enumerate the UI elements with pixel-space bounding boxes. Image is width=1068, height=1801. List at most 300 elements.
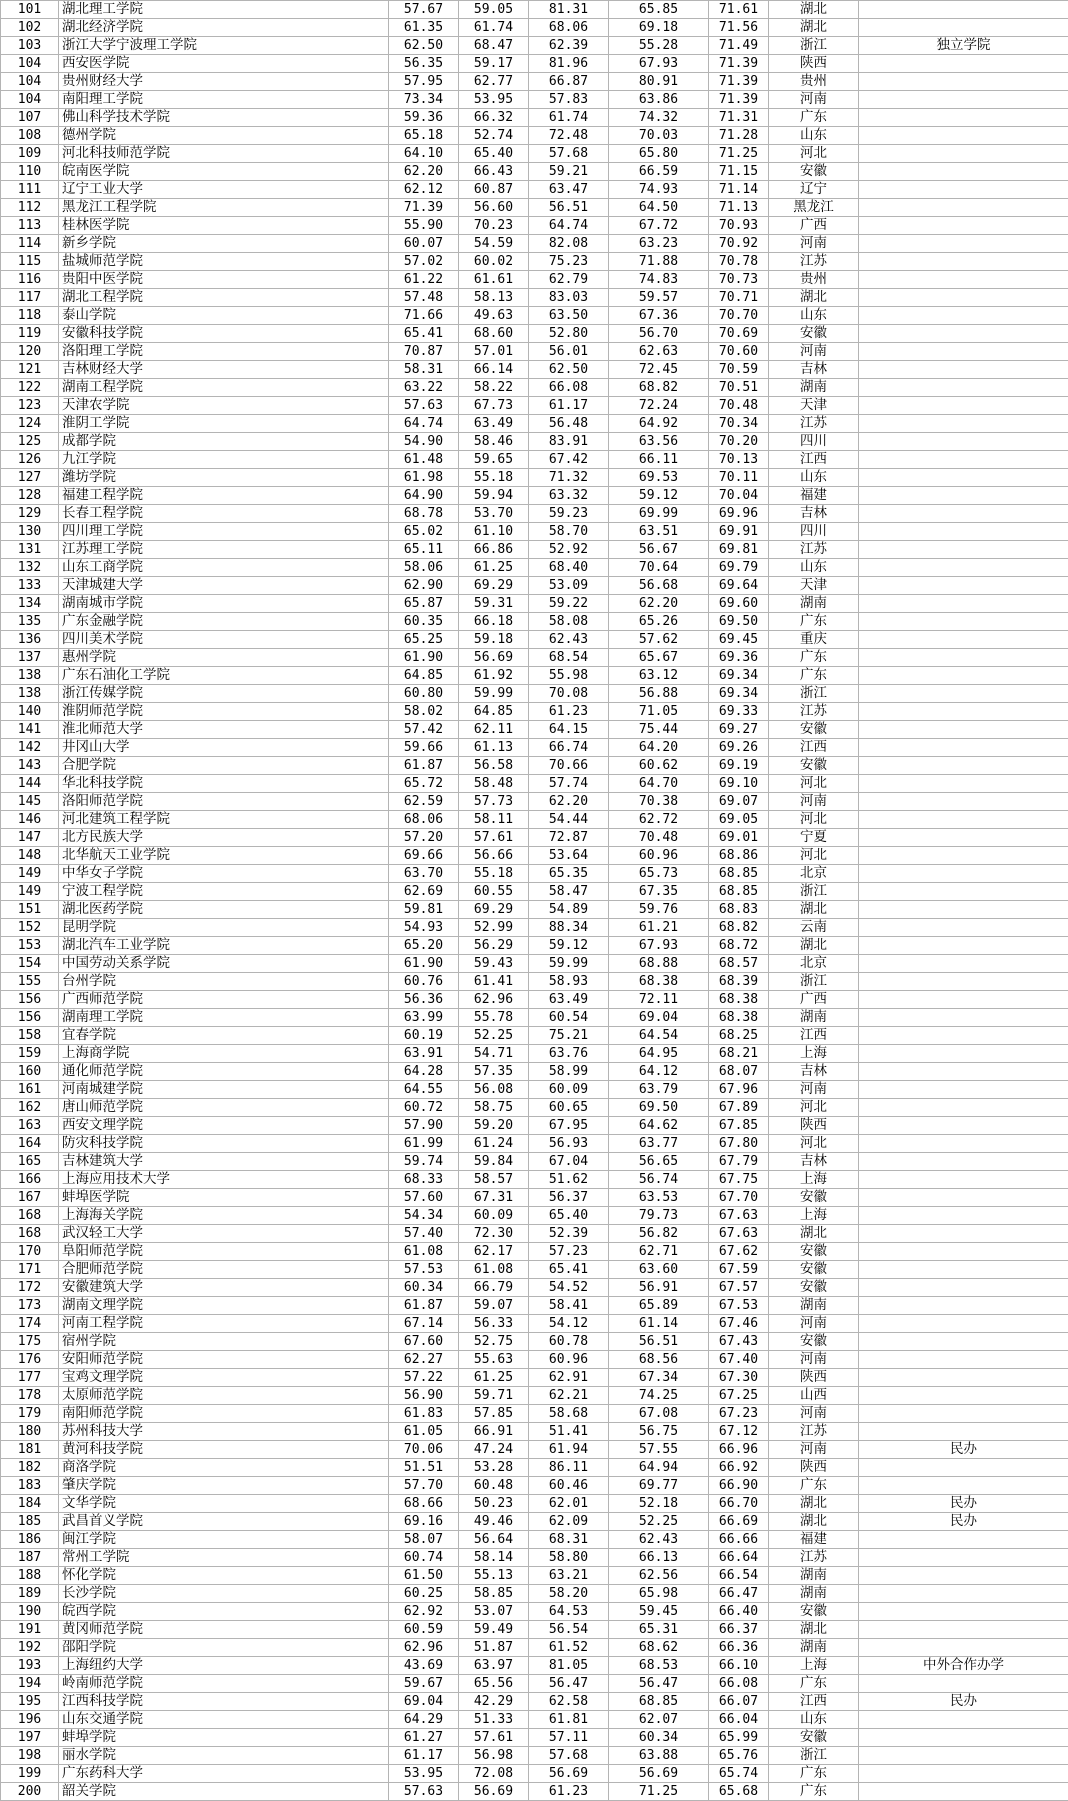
total-score-cell[interactable]: 66.70: [709, 1495, 769, 1513]
score-1-cell[interactable]: 63.70: [389, 865, 459, 883]
score-4-cell[interactable]: 52.25: [609, 1513, 709, 1531]
score-1-cell[interactable]: 71.39: [389, 199, 459, 217]
province-cell[interactable]: 湖北: [769, 1495, 859, 1513]
score-4-cell[interactable]: 71.05: [609, 703, 709, 721]
total-score-cell[interactable]: 71.39: [709, 91, 769, 109]
total-score-cell[interactable]: 65.99: [709, 1729, 769, 1747]
score-4-cell[interactable]: 72.24: [609, 397, 709, 415]
province-cell[interactable]: 湖北: [769, 901, 859, 919]
note-cell[interactable]: [859, 1783, 1068, 1801]
school-name-cell[interactable]: 湖北经济学院: [59, 19, 389, 37]
score-3-cell[interactable]: 71.32: [529, 469, 609, 487]
score-3-cell[interactable]: 56.51: [529, 199, 609, 217]
province-cell[interactable]: 江苏: [769, 703, 859, 721]
note-cell[interactable]: [859, 1387, 1068, 1405]
score-1-cell[interactable]: 62.12: [389, 181, 459, 199]
note-cell[interactable]: [859, 1099, 1068, 1117]
score-2-cell[interactable]: 57.85: [459, 1405, 529, 1423]
school-name-cell[interactable]: 广东石油化工学院: [59, 667, 389, 685]
rank-cell[interactable]: 146: [1, 811, 59, 829]
school-name-cell[interactable]: 上海纽约大学: [59, 1657, 389, 1675]
score-2-cell[interactable]: 59.07: [459, 1297, 529, 1315]
score-4-cell[interactable]: 71.88: [609, 253, 709, 271]
score-2-cell[interactable]: 57.01: [459, 343, 529, 361]
score-3-cell[interactable]: 72.48: [529, 127, 609, 145]
score-3-cell[interactable]: 81.31: [529, 1, 609, 19]
total-score-cell[interactable]: 69.96: [709, 505, 769, 523]
note-cell[interactable]: [859, 181, 1068, 199]
score-4-cell[interactable]: 68.82: [609, 379, 709, 397]
score-4-cell[interactable]: 65.67: [609, 649, 709, 667]
rank-cell[interactable]: 183: [1, 1477, 59, 1495]
school-name-cell[interactable]: 吉林建筑大学: [59, 1153, 389, 1171]
score-4-cell[interactable]: 63.79: [609, 1081, 709, 1099]
school-name-cell[interactable]: 洛阳理工学院: [59, 343, 389, 361]
school-name-cell[interactable]: 淮北师范大学: [59, 721, 389, 739]
rank-cell[interactable]: 114: [1, 235, 59, 253]
note-cell[interactable]: [859, 721, 1068, 739]
rank-cell[interactable]: 195: [1, 1693, 59, 1711]
score-3-cell[interactable]: 65.41: [529, 1261, 609, 1279]
school-name-cell[interactable]: 广西师范学院: [59, 991, 389, 1009]
note-cell[interactable]: [859, 1351, 1068, 1369]
rank-cell[interactable]: 107: [1, 109, 59, 127]
province-cell[interactable]: 河北: [769, 1135, 859, 1153]
total-score-cell[interactable]: 66.36: [709, 1639, 769, 1657]
score-1-cell[interactable]: 73.34: [389, 91, 459, 109]
rank-cell[interactable]: 170: [1, 1243, 59, 1261]
school-name-cell[interactable]: 湖南工程学院: [59, 379, 389, 397]
score-2-cell[interactable]: 61.25: [459, 559, 529, 577]
score-2-cell[interactable]: 58.85: [459, 1585, 529, 1603]
score-1-cell[interactable]: 60.76: [389, 973, 459, 991]
rank-cell[interactable]: 111: [1, 181, 59, 199]
score-1-cell[interactable]: 71.66: [389, 307, 459, 325]
province-cell[interactable]: 安徽: [769, 757, 859, 775]
rank-cell[interactable]: 132: [1, 559, 59, 577]
score-2-cell[interactable]: 67.31: [459, 1189, 529, 1207]
score-1-cell[interactable]: 59.74: [389, 1153, 459, 1171]
score-1-cell[interactable]: 62.69: [389, 883, 459, 901]
score-1-cell[interactable]: 65.41: [389, 325, 459, 343]
score-2-cell[interactable]: 68.60: [459, 325, 529, 343]
total-score-cell[interactable]: 68.57: [709, 955, 769, 973]
note-cell[interactable]: [859, 1, 1068, 19]
total-score-cell[interactable]: 66.40: [709, 1603, 769, 1621]
score-3-cell[interactable]: 67.95: [529, 1117, 609, 1135]
school-name-cell[interactable]: 辽宁工业大学: [59, 181, 389, 199]
school-name-cell[interactable]: 上海海关学院: [59, 1207, 389, 1225]
score-4-cell[interactable]: 74.83: [609, 271, 709, 289]
rank-cell[interactable]: 173: [1, 1297, 59, 1315]
rank-cell[interactable]: 158: [1, 1027, 59, 1045]
total-score-cell[interactable]: 67.43: [709, 1333, 769, 1351]
score-1-cell[interactable]: 60.74: [389, 1549, 459, 1567]
school-name-cell[interactable]: 苏州科技大学: [59, 1423, 389, 1441]
province-cell[interactable]: 上海: [769, 1207, 859, 1225]
total-score-cell[interactable]: 70.48: [709, 397, 769, 415]
score-1-cell[interactable]: 56.36: [389, 991, 459, 1009]
note-cell[interactable]: [859, 1171, 1068, 1189]
province-cell[interactable]: 江西: [769, 1693, 859, 1711]
province-cell[interactable]: 河南: [769, 235, 859, 253]
score-3-cell[interactable]: 58.93: [529, 973, 609, 991]
score-1-cell[interactable]: 65.02: [389, 523, 459, 541]
score-2-cell[interactable]: 69.29: [459, 901, 529, 919]
score-2-cell[interactable]: 60.55: [459, 883, 529, 901]
score-4-cell[interactable]: 64.54: [609, 1027, 709, 1045]
rank-cell[interactable]: 156: [1, 1009, 59, 1027]
rank-cell[interactable]: 155: [1, 973, 59, 991]
score-3-cell[interactable]: 81.05: [529, 1657, 609, 1675]
score-4-cell[interactable]: 70.38: [609, 793, 709, 811]
rank-cell[interactable]: 142: [1, 739, 59, 757]
score-2-cell[interactable]: 53.70: [459, 505, 529, 523]
province-cell[interactable]: 安徽: [769, 721, 859, 739]
note-cell[interactable]: [859, 1477, 1068, 1495]
score-4-cell[interactable]: 70.03: [609, 127, 709, 145]
school-name-cell[interactable]: 泰山学院: [59, 307, 389, 325]
score-1-cell[interactable]: 65.87: [389, 595, 459, 613]
note-cell[interactable]: [859, 595, 1068, 613]
school-name-cell[interactable]: 商洛学院: [59, 1459, 389, 1477]
rank-cell[interactable]: 156: [1, 991, 59, 1009]
school-name-cell[interactable]: 潍坊学院: [59, 469, 389, 487]
school-name-cell[interactable]: 丽水学院: [59, 1747, 389, 1765]
score-2-cell[interactable]: 53.07: [459, 1603, 529, 1621]
province-cell[interactable]: 江苏: [769, 253, 859, 271]
school-name-cell[interactable]: 山东工商学院: [59, 559, 389, 577]
rank-cell[interactable]: 133: [1, 577, 59, 595]
total-score-cell[interactable]: 69.91: [709, 523, 769, 541]
score-1-cell[interactable]: 67.14: [389, 1315, 459, 1333]
province-cell[interactable]: 宁夏: [769, 829, 859, 847]
rank-cell[interactable]: 180: [1, 1423, 59, 1441]
rank-cell[interactable]: 200: [1, 1783, 59, 1801]
score-4-cell[interactable]: 56.68: [609, 577, 709, 595]
score-4-cell[interactable]: 57.62: [609, 631, 709, 649]
score-3-cell[interactable]: 56.48: [529, 415, 609, 433]
school-name-cell[interactable]: 蚌埠学院: [59, 1729, 389, 1747]
province-cell[interactable]: 吉林: [769, 361, 859, 379]
rank-cell[interactable]: 145: [1, 793, 59, 811]
score-3-cell[interactable]: 62.21: [529, 1387, 609, 1405]
score-1-cell[interactable]: 61.87: [389, 757, 459, 775]
score-3-cell[interactable]: 58.20: [529, 1585, 609, 1603]
total-score-cell[interactable]: 67.53: [709, 1297, 769, 1315]
rank-cell[interactable]: 122: [1, 379, 59, 397]
score-2-cell[interactable]: 53.95: [459, 91, 529, 109]
note-cell[interactable]: [859, 973, 1068, 991]
score-3-cell[interactable]: 60.46: [529, 1477, 609, 1495]
province-cell[interactable]: 安徽: [769, 1189, 859, 1207]
score-1-cell[interactable]: 63.22: [389, 379, 459, 397]
note-cell[interactable]: [859, 1297, 1068, 1315]
rank-cell[interactable]: 112: [1, 199, 59, 217]
note-cell[interactable]: [859, 613, 1068, 631]
score-4-cell[interactable]: 63.88: [609, 1747, 709, 1765]
province-cell[interactable]: 河北: [769, 145, 859, 163]
score-3-cell[interactable]: 59.22: [529, 595, 609, 613]
rank-cell[interactable]: 166: [1, 1171, 59, 1189]
score-3-cell[interactable]: 62.50: [529, 361, 609, 379]
school-name-cell[interactable]: 阜阳师范学院: [59, 1243, 389, 1261]
score-3-cell[interactable]: 65.35: [529, 865, 609, 883]
score-1-cell[interactable]: 60.35: [389, 613, 459, 631]
note-cell[interactable]: [859, 1711, 1068, 1729]
score-4-cell[interactable]: 64.12: [609, 1063, 709, 1081]
province-cell[interactable]: 福建: [769, 487, 859, 505]
total-score-cell[interactable]: 67.25: [709, 1387, 769, 1405]
school-name-cell[interactable]: 长春工程学院: [59, 505, 389, 523]
school-name-cell[interactable]: 井冈山大学: [59, 739, 389, 757]
score-2-cell[interactable]: 59.99: [459, 685, 529, 703]
total-score-cell[interactable]: 66.92: [709, 1459, 769, 1477]
note-cell[interactable]: [859, 541, 1068, 559]
school-name-cell[interactable]: 四川美术学院: [59, 631, 389, 649]
score-2-cell[interactable]: 58.13: [459, 289, 529, 307]
rank-cell[interactable]: 189: [1, 1585, 59, 1603]
score-2-cell[interactable]: 58.14: [459, 1549, 529, 1567]
score-4-cell[interactable]: 68.56: [609, 1351, 709, 1369]
total-score-cell[interactable]: 66.37: [709, 1621, 769, 1639]
rank-cell[interactable]: 104: [1, 73, 59, 91]
score-1-cell[interactable]: 62.59: [389, 793, 459, 811]
province-cell[interactable]: 广东: [769, 649, 859, 667]
score-1-cell[interactable]: 65.18: [389, 127, 459, 145]
note-cell[interactable]: [859, 1603, 1068, 1621]
note-cell[interactable]: [859, 19, 1068, 37]
score-1-cell[interactable]: 60.34: [389, 1279, 459, 1297]
rank-cell[interactable]: 143: [1, 757, 59, 775]
total-score-cell[interactable]: 65.76: [709, 1747, 769, 1765]
score-4-cell[interactable]: 67.36: [609, 307, 709, 325]
province-cell[interactable]: 云南: [769, 919, 859, 937]
note-cell[interactable]: [859, 307, 1068, 325]
province-cell[interactable]: 河北: [769, 811, 859, 829]
score-1-cell[interactable]: 61.48: [389, 451, 459, 469]
province-cell[interactable]: 广西: [769, 991, 859, 1009]
score-2-cell[interactable]: 58.11: [459, 811, 529, 829]
score-2-cell[interactable]: 58.57: [459, 1171, 529, 1189]
school-name-cell[interactable]: 湖南文理学院: [59, 1297, 389, 1315]
score-2-cell[interactable]: 60.87: [459, 181, 529, 199]
score-4-cell[interactable]: 59.57: [609, 289, 709, 307]
rank-cell[interactable]: 120: [1, 343, 59, 361]
rank-cell[interactable]: 167: [1, 1189, 59, 1207]
rank-cell[interactable]: 174: [1, 1315, 59, 1333]
score-3-cell[interactable]: 72.87: [529, 829, 609, 847]
total-score-cell[interactable]: 69.26: [709, 739, 769, 757]
score-3-cell[interactable]: 59.99: [529, 955, 609, 973]
score-2-cell[interactable]: 66.79: [459, 1279, 529, 1297]
score-4-cell[interactable]: 67.08: [609, 1405, 709, 1423]
score-3-cell[interactable]: 68.31: [529, 1531, 609, 1549]
school-name-cell[interactable]: 南阳理工学院: [59, 91, 389, 109]
school-name-cell[interactable]: 华北科技学院: [59, 775, 389, 793]
score-3-cell[interactable]: 53.09: [529, 577, 609, 595]
school-name-cell[interactable]: 北华航天工业学院: [59, 847, 389, 865]
note-cell[interactable]: [859, 487, 1068, 505]
school-name-cell[interactable]: 广东药科大学: [59, 1765, 389, 1783]
school-name-cell[interactable]: 贵阳中医学院: [59, 271, 389, 289]
province-cell[interactable]: 湖南: [769, 1567, 859, 1585]
school-name-cell[interactable]: 黄冈师范学院: [59, 1621, 389, 1639]
note-cell[interactable]: [859, 1747, 1068, 1765]
score-2-cell[interactable]: 62.17: [459, 1243, 529, 1261]
total-score-cell[interactable]: 67.59: [709, 1261, 769, 1279]
note-cell[interactable]: [859, 1261, 1068, 1279]
score-2-cell[interactable]: 58.48: [459, 775, 529, 793]
score-1-cell[interactable]: 62.90: [389, 577, 459, 595]
score-2-cell[interactable]: 69.29: [459, 577, 529, 595]
school-name-cell[interactable]: 台州学院: [59, 973, 389, 991]
rank-cell[interactable]: 163: [1, 1117, 59, 1135]
rank-cell[interactable]: 194: [1, 1675, 59, 1693]
score-3-cell[interactable]: 57.68: [529, 1747, 609, 1765]
score-1-cell[interactable]: 62.20: [389, 163, 459, 181]
note-cell[interactable]: [859, 127, 1068, 145]
school-name-cell[interactable]: 常州工学院: [59, 1549, 389, 1567]
score-3-cell[interactable]: 66.74: [529, 739, 609, 757]
school-name-cell[interactable]: 浙江传媒学院: [59, 685, 389, 703]
score-2-cell[interactable]: 56.69: [459, 1783, 529, 1801]
note-cell[interactable]: [859, 343, 1068, 361]
total-score-cell[interactable]: 71.39: [709, 55, 769, 73]
province-cell[interactable]: 河南: [769, 91, 859, 109]
rank-cell[interactable]: 162: [1, 1099, 59, 1117]
score-3-cell[interactable]: 61.94: [529, 1441, 609, 1459]
province-cell[interactable]: 陕西: [769, 1117, 859, 1135]
province-cell[interactable]: 江苏: [769, 1423, 859, 1441]
score-1-cell[interactable]: 59.66: [389, 739, 459, 757]
rank-cell[interactable]: 197: [1, 1729, 59, 1747]
province-cell[interactable]: 福建: [769, 1531, 859, 1549]
total-score-cell[interactable]: 70.04: [709, 487, 769, 505]
score-2-cell[interactable]: 57.61: [459, 1729, 529, 1747]
score-4-cell[interactable]: 62.07: [609, 1711, 709, 1729]
score-2-cell[interactable]: 49.63: [459, 307, 529, 325]
rank-cell[interactable]: 198: [1, 1747, 59, 1765]
school-name-cell[interactable]: 河南城建学院: [59, 1081, 389, 1099]
total-score-cell[interactable]: 69.50: [709, 613, 769, 631]
score-2-cell[interactable]: 55.18: [459, 469, 529, 487]
score-2-cell[interactable]: 70.23: [459, 217, 529, 235]
score-2-cell[interactable]: 56.64: [459, 1531, 529, 1549]
score-3-cell[interactable]: 65.40: [529, 1207, 609, 1225]
school-name-cell[interactable]: 武昌首义学院: [59, 1513, 389, 1531]
rank-cell[interactable]: 164: [1, 1135, 59, 1153]
province-cell[interactable]: 重庆: [769, 631, 859, 649]
school-name-cell[interactable]: 南阳师范学院: [59, 1405, 389, 1423]
score-3-cell[interactable]: 62.20: [529, 793, 609, 811]
note-cell[interactable]: [859, 361, 1068, 379]
rank-cell[interactable]: 191: [1, 1621, 59, 1639]
note-cell[interactable]: [859, 1567, 1068, 1585]
school-name-cell[interactable]: 广东金融学院: [59, 613, 389, 631]
score-4-cell[interactable]: 67.35: [609, 883, 709, 901]
score-3-cell[interactable]: 63.49: [529, 991, 609, 1009]
score-3-cell[interactable]: 63.76: [529, 1045, 609, 1063]
total-score-cell[interactable]: 66.10: [709, 1657, 769, 1675]
school-name-cell[interactable]: 湖北工程学院: [59, 289, 389, 307]
score-2-cell[interactable]: 59.71: [459, 1387, 529, 1405]
score-1-cell[interactable]: 59.36: [389, 109, 459, 127]
school-name-cell[interactable]: 江苏理工学院: [59, 541, 389, 559]
score-4-cell[interactable]: 68.38: [609, 973, 709, 991]
score-3-cell[interactable]: 64.74: [529, 217, 609, 235]
school-name-cell[interactable]: 湖北汽车工业学院: [59, 937, 389, 955]
province-cell[interactable]: 浙江: [769, 37, 859, 55]
rank-cell[interactable]: 148: [1, 847, 59, 865]
score-2-cell[interactable]: 59.17: [459, 55, 529, 73]
score-3-cell[interactable]: 66.87: [529, 73, 609, 91]
province-cell[interactable]: 广东: [769, 1675, 859, 1693]
rank-cell[interactable]: 188: [1, 1567, 59, 1585]
note-cell[interactable]: 民办: [859, 1495, 1068, 1513]
total-score-cell[interactable]: 68.86: [709, 847, 769, 865]
total-score-cell[interactable]: 65.68: [709, 1783, 769, 1801]
school-name-cell[interactable]: 太原师范学院: [59, 1387, 389, 1405]
total-score-cell[interactable]: 68.83: [709, 901, 769, 919]
score-1-cell[interactable]: 61.22: [389, 271, 459, 289]
note-cell[interactable]: [859, 325, 1068, 343]
score-3-cell[interactable]: 86.11: [529, 1459, 609, 1477]
score-1-cell[interactable]: 62.50: [389, 37, 459, 55]
school-name-cell[interactable]: 山东交通学院: [59, 1711, 389, 1729]
province-cell[interactable]: 北京: [769, 955, 859, 973]
score-2-cell[interactable]: 54.59: [459, 235, 529, 253]
score-1-cell[interactable]: 58.07: [389, 1531, 459, 1549]
score-4-cell[interactable]: 65.98: [609, 1585, 709, 1603]
rank-cell[interactable]: 186: [1, 1531, 59, 1549]
score-3-cell[interactable]: 56.01: [529, 343, 609, 361]
score-2-cell[interactable]: 56.29: [459, 937, 529, 955]
score-3-cell[interactable]: 62.58: [529, 1693, 609, 1711]
school-name-cell[interactable]: 九江学院: [59, 451, 389, 469]
score-4-cell[interactable]: 64.62: [609, 1117, 709, 1135]
score-1-cell[interactable]: 56.35: [389, 55, 459, 73]
province-cell[interactable]: 安徽: [769, 1603, 859, 1621]
score-3-cell[interactable]: 88.34: [529, 919, 609, 937]
total-score-cell[interactable]: 66.64: [709, 1549, 769, 1567]
total-score-cell[interactable]: 68.38: [709, 1009, 769, 1027]
score-1-cell[interactable]: 61.35: [389, 19, 459, 37]
note-cell[interactable]: [859, 1117, 1068, 1135]
score-2-cell[interactable]: 61.10: [459, 523, 529, 541]
province-cell[interactable]: 上海: [769, 1171, 859, 1189]
rank-cell[interactable]: 187: [1, 1549, 59, 1567]
score-3-cell[interactable]: 63.32: [529, 487, 609, 505]
score-3-cell[interactable]: 54.52: [529, 1279, 609, 1297]
province-cell[interactable]: 上海: [769, 1657, 859, 1675]
total-score-cell[interactable]: 70.92: [709, 235, 769, 253]
note-cell[interactable]: [859, 163, 1068, 181]
score-4-cell[interactable]: 69.18: [609, 19, 709, 37]
score-4-cell[interactable]: 61.21: [609, 919, 709, 937]
score-3-cell[interactable]: 75.23: [529, 253, 609, 271]
rank-cell[interactable]: 127: [1, 469, 59, 487]
score-2-cell[interactable]: 72.30: [459, 1225, 529, 1243]
score-4-cell[interactable]: 69.77: [609, 1477, 709, 1495]
score-2-cell[interactable]: 61.13: [459, 739, 529, 757]
score-2-cell[interactable]: 52.25: [459, 1027, 529, 1045]
province-cell[interactable]: 河北: [769, 775, 859, 793]
score-4-cell[interactable]: 62.72: [609, 811, 709, 829]
note-cell[interactable]: [859, 1729, 1068, 1747]
score-4-cell[interactable]: 67.34: [609, 1369, 709, 1387]
score-2-cell[interactable]: 61.74: [459, 19, 529, 37]
